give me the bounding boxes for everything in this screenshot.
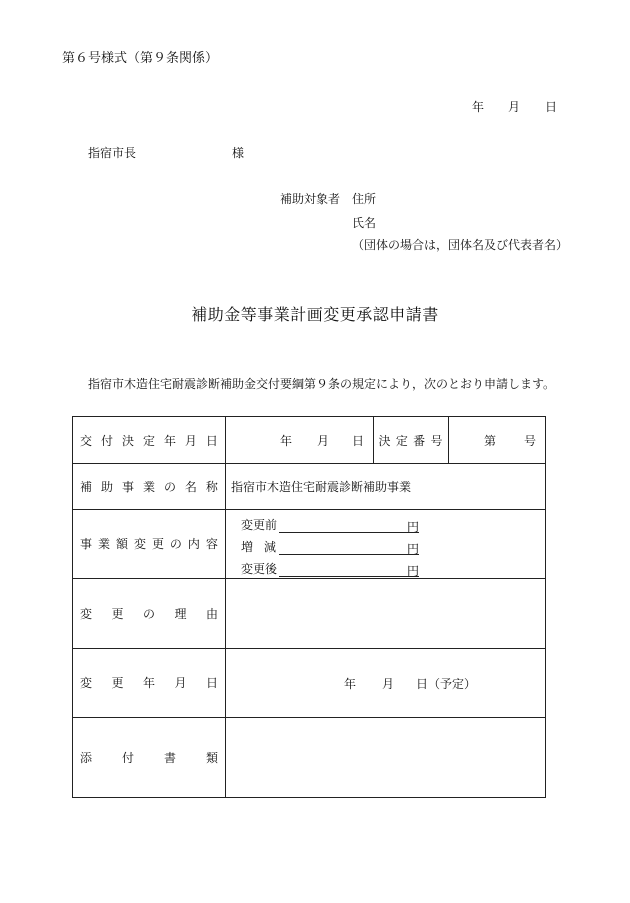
application-table <box>72 416 546 798</box>
org-note: （団体の場合は，団体名及び代表者名） <box>352 238 569 252</box>
amount-change-row[interactable]: 増 減 円 <box>241 540 420 556</box>
name-label: 氏名 <box>352 216 377 230</box>
label-attachments: 添 付 書 類 <box>80 750 218 765</box>
label-change-reason: 変 更 の 理 由 <box>80 606 218 621</box>
amount-after-row[interactable]: 変更後 円 <box>241 562 420 578</box>
decision-date-field[interactable]: 年 月 日 <box>280 433 365 448</box>
addressee: 指宿市長 <box>88 146 137 160</box>
date-month: 月 <box>508 100 521 114</box>
date-year: 年 <box>472 100 485 114</box>
amount-after-blank[interactable] <box>279 562 407 577</box>
form-number: 第６号様式（第９条関係） <box>62 51 219 66</box>
label-change-date: 変 更 年 月 日 <box>80 676 218 690</box>
label-project-name: 補 助 事 業 の 名 称 <box>80 479 218 494</box>
honorific: 様 <box>232 146 245 160</box>
decision-number-field[interactable]: 第 号 <box>484 433 537 448</box>
intro-text: 指宿市木造住宅耐震診断補助金交付要綱第９条の規定により，次のとおり申請します。 <box>88 377 556 391</box>
applicant-label: 補助対象者 <box>280 192 341 206</box>
label-decision-number: 決 定 番 号 <box>378 433 443 448</box>
change-date-field[interactable]: 年 月 日（予定） <box>344 676 477 691</box>
attachments-field[interactable] <box>226 718 546 797</box>
address-label: 住所 <box>352 192 377 206</box>
change-reason-field[interactable] <box>226 579 546 647</box>
label-decision-date: 交 付 決 定 年 月 日 <box>80 433 218 448</box>
label-amount-change: 事 業 額 変 更 の 内 容 <box>80 537 218 551</box>
amount-before-blank[interactable] <box>279 518 407 533</box>
project-name-value[interactable]: 指宿市木造住宅耐震診断補助事業 <box>231 479 412 494</box>
amount-before-row[interactable]: 変更前 円 <box>241 518 420 534</box>
date-day: 日 <box>545 100 558 114</box>
amount-change-blank[interactable] <box>279 540 407 555</box>
document-title: 補助金等事業計画変更承認申請書 <box>191 305 439 324</box>
amount-change-fields <box>241 511 419 577</box>
